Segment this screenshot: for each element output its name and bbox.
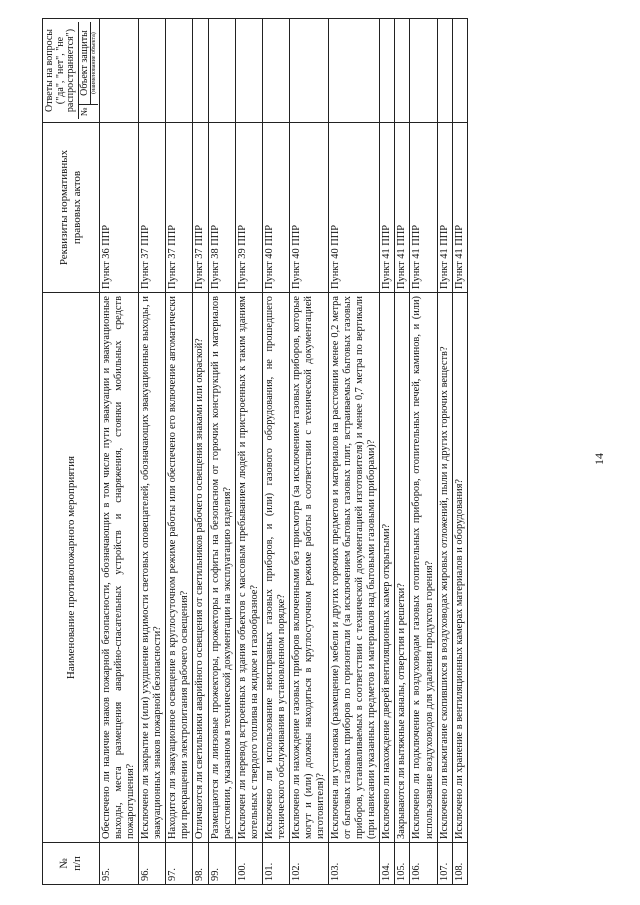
- row-requisite: Пункт 37 ППР: [193, 123, 208, 293]
- answers-no: №: [79, 104, 99, 119]
- table-row: [329, 19, 380, 885]
- table-row: [166, 19, 193, 885]
- answers-object-label: Объект защиты: [78, 30, 90, 96]
- row-number: 97.: [166, 843, 193, 885]
- row-requisite: Пункт 41 ППР: [452, 123, 467, 293]
- row-measure-text: Исключено ли подключение к воздуховодам газовых отопительных приборов, отопительных печей, каминов, и (или) использование воздуховодов для удаления продуктов горения?: [410, 293, 437, 843]
- row-answer-cell: [410, 19, 437, 123]
- row-measure-text: Исключен ли перевод встроенных в здания объектов с массовым пребыванием людей и пристроенных к таким зданиям котельных с твердого топлива на жидкое и газообразное?: [235, 293, 262, 843]
- row-requisite: Пункт 37 ППР: [139, 123, 166, 293]
- row-measure-text: Исключено ли выжигание скопившихся в воздуховодах жировых отложений, пыли и других горючих веществ?: [437, 293, 452, 843]
- page-number: 14: [592, 453, 606, 465]
- answers-object-note: (наименование объекта): [90, 22, 98, 104]
- row-answer-cell: [166, 19, 193, 123]
- row-number: 102.: [289, 843, 328, 885]
- table-row: [289, 19, 328, 885]
- row-answer-cell: [437, 19, 452, 123]
- row-measure-text: Исключено ли закрытие и (или) ухудшение видимости световых оповещателей, обозначающих эвакуационные выходы, и эвакуационных знаков пожарной безопасности?: [139, 293, 166, 843]
- row-measure-text: Исключено ли использование неисправных газовых приборов, и (или) газового оборудования, не прошедшего технического обслуживания в установленном порядке?: [262, 293, 289, 843]
- checklist-table: [42, 18, 468, 885]
- row-requisite: Пункт 36 ППР: [100, 123, 139, 293]
- table-row: [262, 19, 289, 885]
- row-measure-text: Закрываются ли вытяжные каналы, отверстия и решетки?: [395, 293, 410, 843]
- table-row: [452, 19, 467, 885]
- row-number: 105.: [395, 843, 410, 885]
- row-number: 96.: [139, 843, 166, 885]
- row-answer-cell: [380, 19, 395, 123]
- row-number: 101.: [262, 843, 289, 885]
- row-measure-text: Отличаются ли светильники аварийного освещения от светильников рабочего освещения знаками или окраской?: [193, 293, 208, 843]
- row-answer-cell: [100, 19, 139, 123]
- table-row: [235, 19, 262, 885]
- table-row: [380, 19, 395, 885]
- table-row: [410, 19, 437, 885]
- header-row: [43, 19, 100, 885]
- row-requisite: Пункт 41 ППР: [410, 123, 437, 293]
- table-row: [139, 19, 166, 885]
- row-measure-text: Исключено ли нахождение дверей вентиляционных камер открытыми?: [380, 293, 395, 843]
- answers-object: [79, 22, 99, 104]
- row-requisite: Пункт 40 ППР: [289, 123, 328, 293]
- row-requisite: Пункт 38 ППР: [208, 123, 235, 293]
- row-measure-text: Исключена ли установка (размещение) мебели и других горючих предметов и материалов на расстоянии менее 0,2 метра от бытовых газовых приборов по горизонтали (за исключением бытовых газовых плит, встраиваемых бытовых газовых приборов, устанавливаемых в соответствии с технической документацией изготовителя) и менее 0,7 метра по вертикали (при нависании указанных предметов и материалов над бытовыми газовыми приборами)?: [329, 293, 380, 843]
- row-answer-cell: [452, 19, 467, 123]
- table-row: [437, 19, 452, 885]
- row-measure-text: Находится ли эвакуационное освещение в круглосуточном режиме работы или обеспечено его включение автоматически при прекращении электропитания рабочего освещения?: [166, 293, 193, 843]
- answers-subheader: [79, 22, 99, 119]
- row-measure-text: Обеспечено ли наличие знаков пожарной безопасности, обозначающих в том числе пути эвакуации и эвакуационные выходы, места размещения аварийно-спасательных устройств и снаряжения, стоянки мобильных средств пожаротушения?: [100, 293, 139, 843]
- row-answer-cell: [193, 19, 208, 123]
- row-answer-cell: [329, 19, 380, 123]
- row-number: 108.: [452, 843, 467, 885]
- row-number: 106.: [410, 843, 437, 885]
- row-requisite: Пункт 40 ППР: [329, 123, 380, 293]
- row-measure-text: Исключено ли хранение в вентиляционных камерах материалов и оборудования?: [452, 293, 467, 843]
- table-row: [208, 19, 235, 885]
- row-answer-cell: [395, 19, 410, 123]
- row-answer-cell: [139, 19, 166, 123]
- table-row: [395, 19, 410, 885]
- row-number: 107.: [437, 843, 452, 885]
- row-requisite: Пункт 41 ППР: [380, 123, 395, 293]
- table-row: [193, 19, 208, 885]
- row-answer-cell: [208, 19, 235, 123]
- row-requisite: Пункт 41 ППР: [437, 123, 452, 293]
- header-num: № п/п: [43, 843, 100, 885]
- row-requisite: Пункт 37 ППР: [166, 123, 193, 293]
- table-row: [100, 19, 139, 885]
- row-requisite: Пункт 40 ППР: [262, 123, 289, 293]
- row-number: 104.: [380, 843, 395, 885]
- row-number: 103.: [329, 843, 380, 885]
- row-measure-text: Исключено ли нахождение газовых приборов включенными без присмотра (за исключением газовых приборов, которые могут и (или) должны находиться в круглосуточном режиме работы в соответствии с технической документацией изготовителя)?: [289, 293, 328, 843]
- row-number: 99.: [208, 843, 235, 885]
- answers-title: Ответы на вопросы ("да", "нет", "не распространяется"): [44, 22, 79, 119]
- row-number: 98.: [193, 843, 208, 885]
- header-measure: Наименование противопожарного мероприятия: [43, 293, 100, 843]
- row-requisite: Пункт 39 ППР: [235, 123, 262, 293]
- row-answer-cell: [262, 19, 289, 123]
- header-answers: [43, 19, 100, 123]
- row-number: 95.: [100, 843, 139, 885]
- header-requisites: Реквизиты нормативных правовых актов: [43, 123, 100, 293]
- row-answer-cell: [289, 19, 328, 123]
- row-measure-text: Размещаются ли линзовые прожекторы, прожекторы и софиты на безопасном от горючих конструкций и материалов расстоянии, указанном в технической документации на эксплуатацию изделия?: [208, 293, 235, 843]
- row-requisite: Пункт 41 ППР: [395, 123, 410, 293]
- row-answer-cell: [235, 19, 262, 123]
- row-number: 100.: [235, 843, 262, 885]
